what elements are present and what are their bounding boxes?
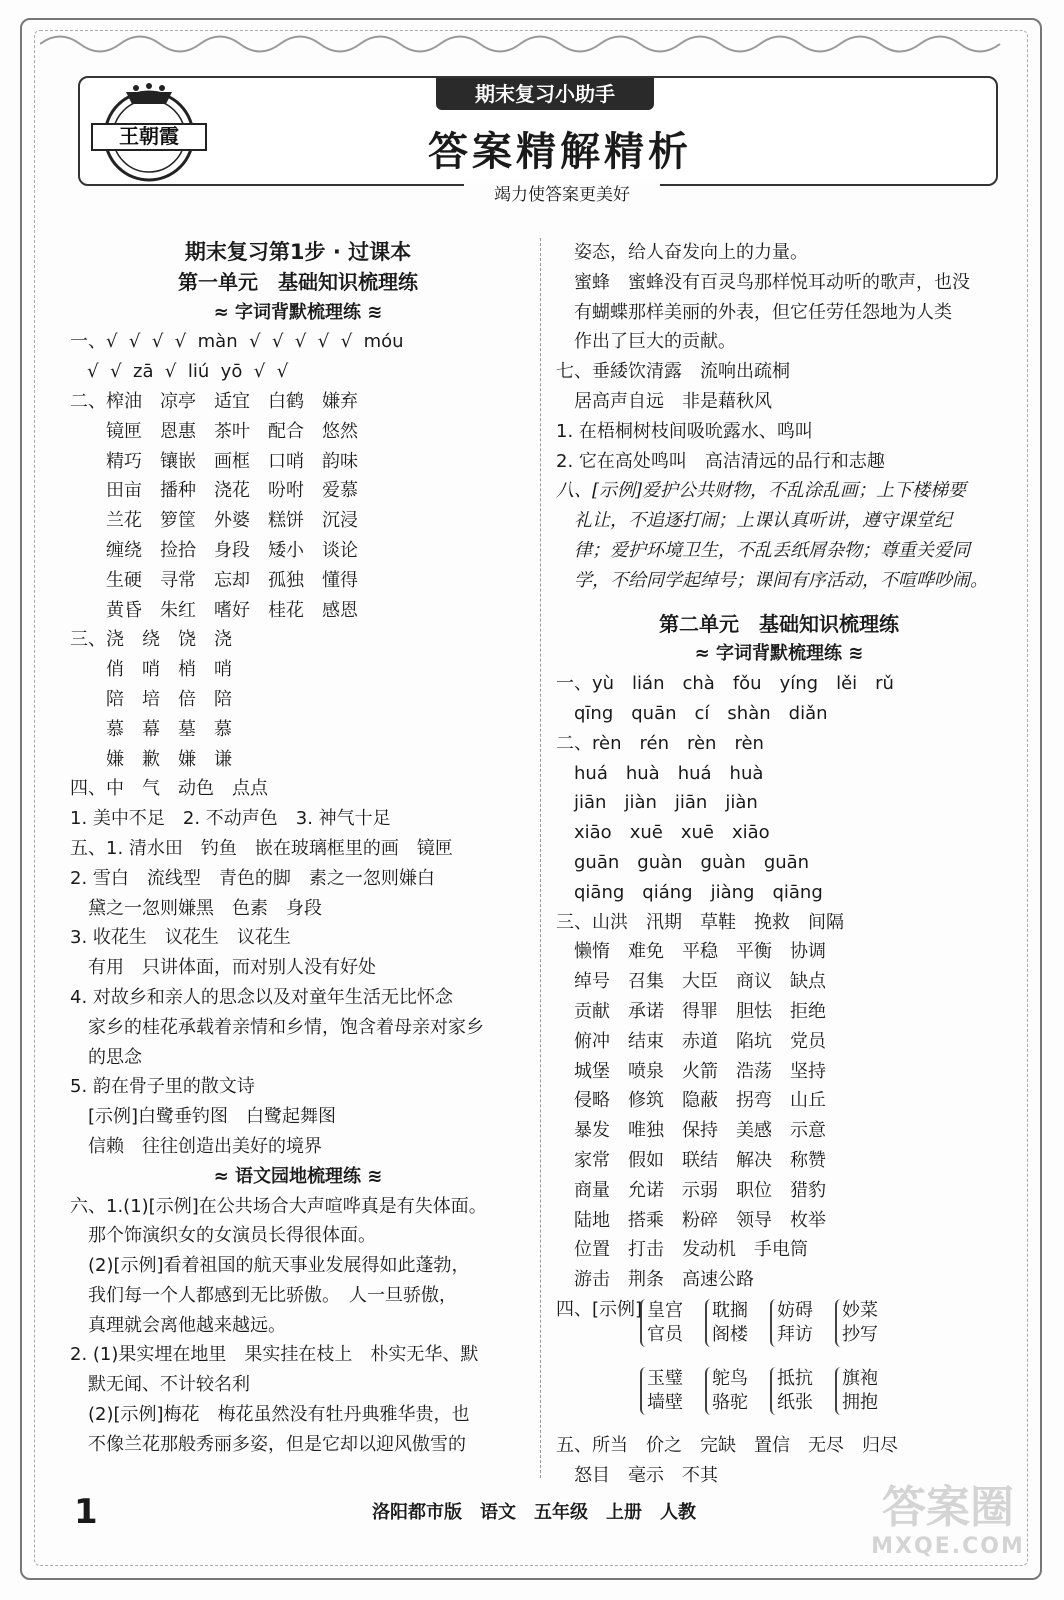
answer-line: 二、rèn rén rèn rèn bbox=[556, 732, 764, 754]
answer-line: 家乡的桂花承载着亲情和乡情，饱含着母亲对家乡 bbox=[70, 1016, 484, 1038]
answer-line: qīng quān cí shàn diǎn bbox=[556, 702, 828, 724]
slogan: 竭力使答案更美好 bbox=[464, 180, 660, 205]
answer-line: 游击 荆条 高速公路 bbox=[556, 1269, 754, 1291]
answer-line: 八、[示例]爱护公共财物，不乱涂乱画；上下楼梯要 bbox=[556, 480, 967, 502]
answer-line: 1. 美中不足 2. 不动声色 3. 神气十足 bbox=[70, 808, 391, 830]
answer-line: 懒惰 难免 平稳 平衡 协调 bbox=[556, 941, 826, 963]
answer-line: 慕 幕 墓 慕 bbox=[70, 718, 232, 740]
answer-line: 陪 培 倍 陪 bbox=[70, 688, 232, 710]
brand-logo bbox=[86, 80, 212, 184]
answer-line: 2. (1)果实埋在地里 果实挂在枝上 朴实无华、默 bbox=[70, 1344, 479, 1366]
page-title: 答案精解精析 bbox=[428, 129, 692, 175]
answer-line: 暴发 唯独 保持 美感 示意 bbox=[556, 1120, 826, 1142]
word-pair: 鸵鸟 骆驼 bbox=[705, 1367, 748, 1415]
answer-line: 贡献 承诺 得罪 胆怯 拒绝 bbox=[556, 1000, 826, 1022]
left-column bbox=[70, 238, 526, 1460]
answer-line: 四、中 气 动色 点点 bbox=[70, 778, 268, 800]
answer-line: [示例]白鹭垂钓图 白鹭起舞图 bbox=[70, 1106, 337, 1128]
answer-line: 5. 韵在骨子里的散文诗 bbox=[70, 1076, 255, 1098]
answer-line: 精巧 镶嵌 画框 口哨 韵味 bbox=[70, 450, 358, 472]
answer-line: 学，不给同学起绰号；课间有序活动，不喧哗吵闹。 bbox=[556, 569, 988, 591]
answer-line: 生硬 寻常 忘却 孤独 懂得 bbox=[70, 569, 358, 591]
step-title: 期末复习第1步 · 过课本 bbox=[184, 240, 412, 264]
answer-line: 作出了巨大的贡献。 bbox=[556, 331, 736, 353]
answer-line: 三、山洪 汛期 草鞋 挽救 间隔 bbox=[556, 911, 844, 933]
right-column bbox=[556, 238, 1002, 1490]
answer-line: jiān jiàn jiān jiàn bbox=[556, 792, 758, 814]
answer-line: 蜜蜂 蜜蜂没有百灵鸟那样悦耳动听的歌声，也没 bbox=[556, 271, 970, 293]
answer-line: 缠绕 捡拾 身段 矮小 谈论 bbox=[70, 539, 358, 561]
helper-tab: 期末复习小助手 bbox=[436, 78, 654, 110]
word-pair: 抵抗 纸张 bbox=[770, 1367, 813, 1415]
answer-line: 陆地 搭乘 粉碎 领导 枚举 bbox=[556, 1209, 826, 1231]
answer-line: 礼让，不追逐打闹；上课认真听讲，遵守课堂纪 bbox=[556, 510, 952, 532]
section-heading: ≈ 语文园地梳理练 ≋ bbox=[213, 1165, 383, 1187]
word-pair: 皇宫 官员 bbox=[640, 1299, 683, 1347]
answer-line: 田亩 播种 浇花 吩咐 爱慕 bbox=[70, 480, 358, 502]
decorative-wave-border bbox=[40, 24, 1020, 64]
answer-line: √ √ zā √ liú yō √ √ bbox=[70, 361, 289, 383]
answer-line: 镜匣 恩惠 茶叶 配合 悠然 bbox=[70, 420, 358, 442]
answer-line: 怒目 毫示 不其 bbox=[556, 1464, 718, 1486]
answer-line: 姿态，给人奋发向上的力量。 bbox=[556, 242, 808, 263]
answer-line: 六、1.(1)[示例]在公共场合大声喧哗真是有失体面。 bbox=[70, 1195, 487, 1217]
answer-line: 城堡 喷泉 火箭 浩荡 坚持 bbox=[556, 1060, 826, 1082]
answer-line: 4. 对故乡和亲人的思念以及对童年生活无比怀念 bbox=[70, 986, 453, 1008]
unit-title: 第一单元 基础知识梳理练 bbox=[178, 269, 418, 294]
answer-line: 不像兰花那般秀丽多姿，但是它却以迎风傲雪的 bbox=[70, 1433, 466, 1455]
answer-line: (2)[示例]看着祖国的航天事业发展得如此蓬勃， bbox=[70, 1255, 470, 1277]
answer-line: 位置 打击 发动机 手电筒 bbox=[556, 1239, 808, 1261]
answer-line: 商量 允诺 示弱 职位 猎豹 bbox=[556, 1179, 826, 1201]
answer-line: 嫌 歉 嫌 谦 bbox=[70, 748, 232, 770]
answer-line: xiāo xuē xuē xiāo bbox=[556, 822, 770, 844]
section-heading: ≈ 字词背默梳理练 ≋ bbox=[213, 301, 383, 323]
answer-line: 默无闻、不计较名利 bbox=[70, 1374, 250, 1396]
word-pair: 玉璧 墙壁 bbox=[640, 1367, 683, 1415]
answer-line: huá huà huá huà bbox=[556, 762, 764, 784]
answer-line: guān guàn guàn guān bbox=[556, 851, 810, 873]
edition-info: 洛阳都市版 语文 五年级 上册 人教 bbox=[372, 1502, 696, 1523]
answer-line: 真理就会离他越来越远。 bbox=[70, 1314, 286, 1336]
word-pair: 妙菜 抄写 bbox=[835, 1299, 878, 1347]
answer-line: 信赖 往往创造出美好的境界 bbox=[70, 1135, 322, 1157]
answer-line: 五、1. 清水田 钓鱼 嵌在玻璃框里的画 镜匣 bbox=[70, 837, 453, 859]
spacer bbox=[556, 596, 1002, 610]
answer-line: 我们每一个人都感到无比骄傲。 人一旦骄傲， bbox=[70, 1284, 457, 1306]
answer-line: 2. 雪白 流线型 青色的脚 素之一忽则嫌白 bbox=[70, 867, 435, 889]
answer-line: 黛之一忽则嫌黑 色素 身段 bbox=[70, 897, 322, 919]
unit-title: 第二单元 基础知识梳理练 bbox=[659, 611, 899, 636]
answer-line: 有用 只讲体面，而对别人没有好处 bbox=[70, 957, 376, 979]
answer-line: 五、所当 价之 完缺 置信 无尽 归尽 bbox=[556, 1434, 898, 1456]
answer-line: 家常 假如 联结 解决 称赞 bbox=[556, 1149, 826, 1171]
answer-line: 七、垂緌饮清露 流响出疏桐 bbox=[556, 361, 790, 383]
answer-line: 3. 收花生 议花生 议花生 bbox=[70, 927, 291, 949]
answer-line: 二、榨油 凉亭 适宜 白鹤 嫌弃 bbox=[70, 390, 358, 412]
answer-line: 的思念 bbox=[70, 1046, 142, 1068]
word-pair: 耽搁 阁楼 bbox=[705, 1299, 748, 1347]
answer-line: 那个饰演织女的女演员长得很体面。 bbox=[70, 1225, 376, 1247]
word-pair: 妨碍 拜访 bbox=[770, 1299, 813, 1347]
page-number: 1 bbox=[74, 1492, 98, 1532]
answer-line: 俏 哨 梢 哨 bbox=[70, 659, 232, 681]
answer-label: 四、[示例] bbox=[556, 1298, 643, 1320]
watermark: 答案圈 MXQE.COM bbox=[871, 1482, 1025, 1559]
answer-line: 2. 它在高处鸣叫 高洁清远的品行和志趣 bbox=[556, 450, 885, 472]
column-divider bbox=[540, 238, 541, 1478]
answer-line: 侵略 修筑 隐蔽 拐弯 山丘 bbox=[556, 1090, 826, 1112]
answer-line: qiāng qiáng jiàng qiāng bbox=[556, 881, 823, 903]
section-heading: ≈ 字词背默梳理练 ≋ bbox=[694, 643, 864, 665]
answer-line: 俯冲 结束 赤道 陷坑 党员 bbox=[556, 1030, 826, 1052]
answer-line: 一、√ √ √ √ màn √ √ √ √ √ móu bbox=[70, 331, 404, 353]
answer-line: 绰号 召集 大臣 商议 缺点 bbox=[556, 971, 826, 993]
answer-line: (2)[示例]梅花 梅花虽然没有牡丹典雅华贵，也 bbox=[70, 1404, 470, 1426]
answer-line: 律；爱护环境卫生，不乱丢纸屑杂物；尊重关爱同 bbox=[556, 539, 970, 561]
answer-line: 居高声自远 非是藉秋风 bbox=[556, 390, 772, 412]
logo-text: 王朝霞 bbox=[119, 124, 179, 148]
word-pair: 旗袍 拥抱 bbox=[835, 1367, 878, 1415]
answer-line: 1. 在梧桐树枝间吸吮露水、鸣叫 bbox=[556, 420, 813, 442]
answer-line: 黄昏 朱红 嗜好 桂花 感恩 bbox=[70, 599, 358, 621]
pairs-block bbox=[556, 1295, 1002, 1431]
pairs-row-b bbox=[556, 1363, 1002, 1431]
answer-line: 兰花 箩筐 外婆 糕饼 沉浸 bbox=[70, 510, 358, 532]
answer-line: 三、浇 绕 饶 浇 bbox=[70, 629, 232, 651]
answer-line: 有蝴蝶那样美丽的外表，但它任劳任怨地为人类 bbox=[556, 301, 952, 323]
answer-line: 一、yù lián chà fǒu yíng lěi rǔ bbox=[556, 673, 894, 695]
